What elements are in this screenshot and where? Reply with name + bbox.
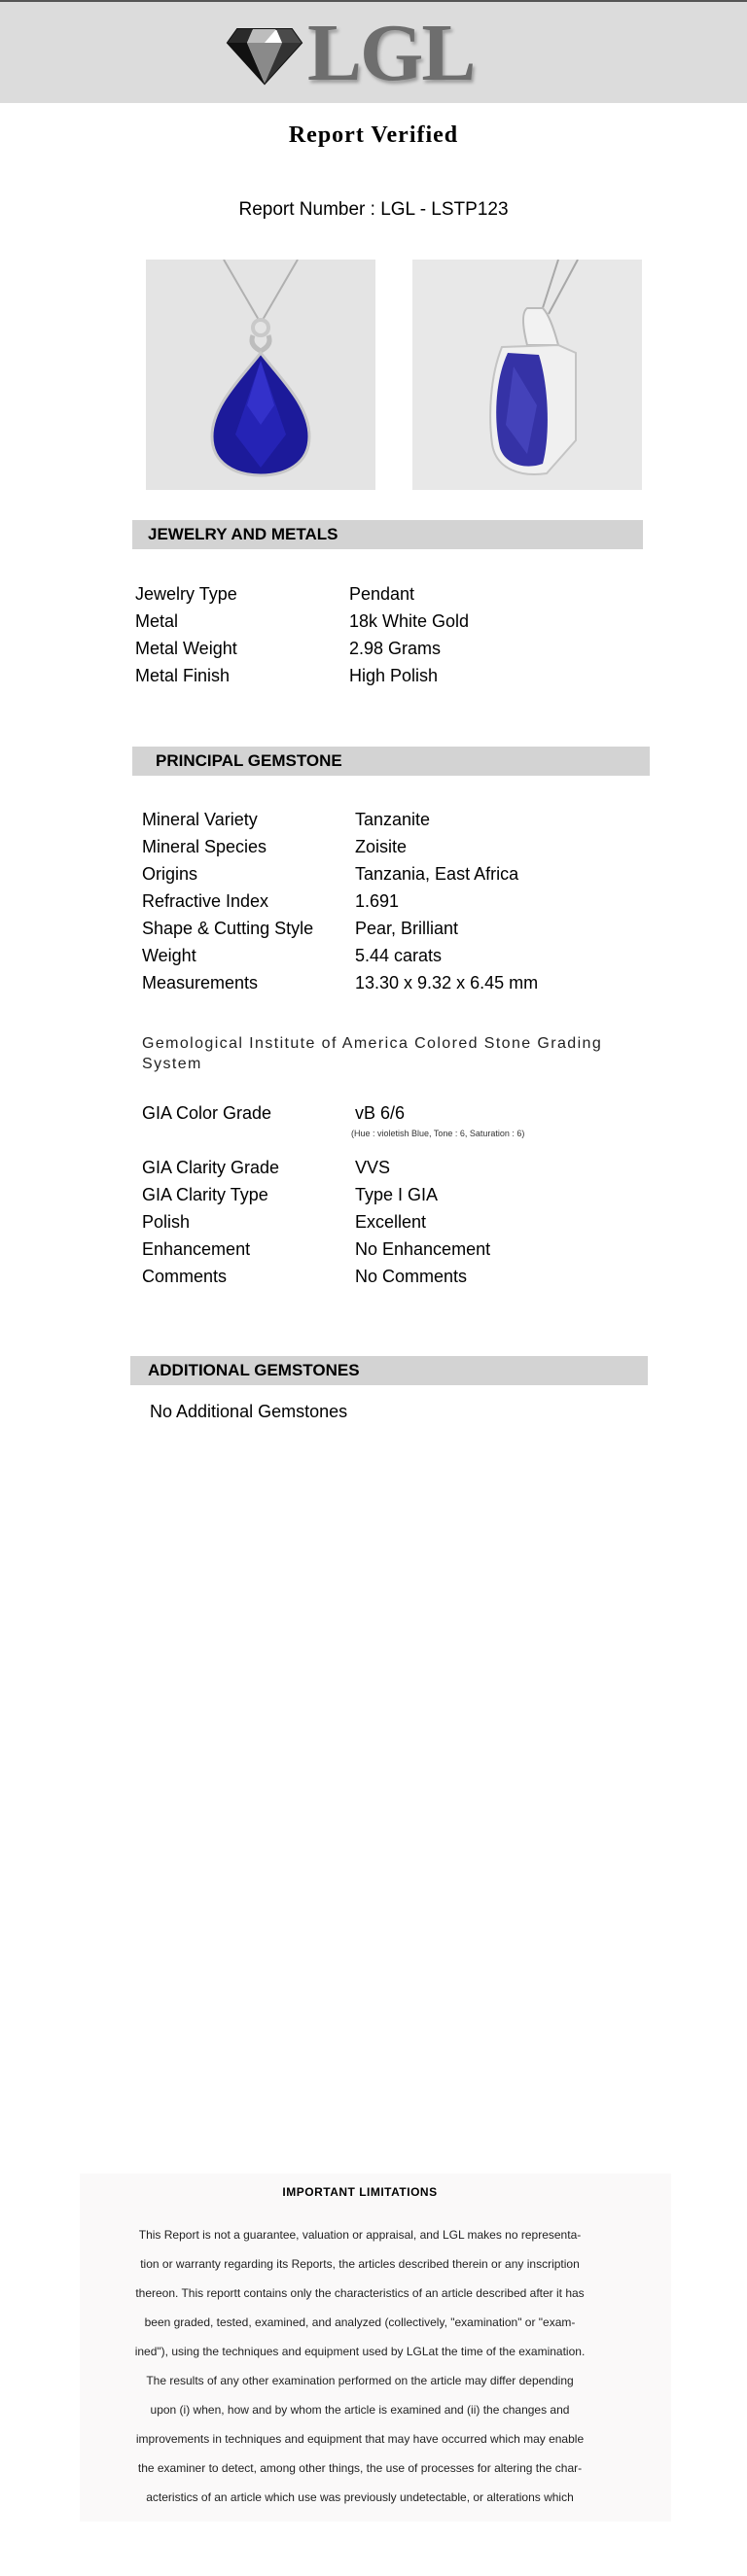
origins-value: Tanzania, East Africa (355, 864, 519, 884)
limitations-line: the examiner to detect, among other things, the use of processes for altering the char- (137, 2461, 583, 2475)
mineral-species-label: Mineral Species (142, 837, 267, 856)
limitations-line: acteristics of an article which use was previously undetectable, or alterations which (146, 2490, 574, 2504)
refractive-index-label: Refractive Index (142, 891, 269, 911)
comments-value: No Comments (355, 1267, 468, 1286)
limitations-text (97, 2220, 622, 2512)
metal-value: 18k White Gold (349, 611, 470, 631)
color-grade-value: vB 6/6 (355, 1103, 406, 1123)
refractive-index-value: 1.691 (355, 891, 400, 911)
limitations-line: improvements in techniques and equipment that may have occurred which may enable (135, 2432, 585, 2446)
diamond-icon (226, 19, 303, 87)
header-banner (0, 0, 747, 103)
section-heading-additional: ADDITIONAL GEMSTONES (130, 1356, 648, 1385)
section-heading-jewelry: JEWELRY AND METALS (132, 520, 643, 549)
grading-system-line-1: Gemological Institute of America Colored Stone Grading (142, 1035, 603, 1052)
mineral-variety-value: Tanzanite (355, 810, 431, 829)
limitations-line: The results of any other examination performed on the article may differ depending (146, 2374, 574, 2387)
enhancement-label: Enhancement (142, 1239, 251, 1259)
jewelry-type-value: Pendant (349, 584, 415, 604)
polish-label: Polish (142, 1212, 191, 1232)
weight-value: 5.44 carats (355, 946, 443, 965)
origins-label: Origins (142, 864, 198, 884)
measurements-label: Measurements (142, 973, 259, 992)
metal-weight-value: 2.98 Grams (349, 639, 442, 658)
mineral-species-value: Zoisite (355, 837, 408, 856)
page-title: Report Verified (288, 122, 459, 148)
shape-cutting-value: Pear, Brilliant (355, 919, 459, 938)
enhancement-value: No Enhancement (355, 1239, 491, 1259)
metal-weight-label: Metal Weight (135, 639, 237, 658)
metal-label: Metal (135, 611, 179, 631)
limitations-line: tion or warranty regarding its Reports, the articles described therein or any inscription (140, 2257, 580, 2271)
limitations-heading: IMPORTANT LIMITATIONS (282, 2185, 438, 2199)
jewelry-type-label: Jewelry Type (135, 584, 237, 604)
limitations-line: ined"), using the techniques and equipment used by LGLat the time of the examination. (134, 2345, 586, 2358)
product-photo-front (146, 260, 375, 490)
clarity-type-label: GIA Clarity Type (142, 1185, 268, 1204)
polish-value: Excellent (355, 1212, 427, 1232)
clarity-type-value: Type I GIA (355, 1185, 439, 1204)
lgl-logo (226, 10, 474, 97)
shape-cutting-label: Shape & Cutting Style (142, 919, 314, 938)
limitations-line: been graded, tested, examined, and analyzed (collectively, "examination" or "exam- (144, 2315, 576, 2329)
clarity-grade-label: GIA Clarity Grade (142, 1158, 280, 1177)
metal-finish-value: High Polish (349, 666, 439, 685)
mineral-variety-label: Mineral Variety (142, 810, 258, 829)
color-grade-label: GIA Color Grade (142, 1103, 272, 1123)
limitations-line: upon (i) when, how and by whom the article is examined and (ii) the changes and (150, 2403, 570, 2417)
section-heading-principal: PRINCIPAL GEMSTONE (132, 747, 650, 776)
measurements-value: 13.30 x 9.32 x 6.45 mm (355, 973, 539, 992)
metal-finish-label: Metal Finish (135, 666, 231, 685)
grading-system-text (142, 1033, 609, 1074)
additional-gemstones-text: No Additional Gemstones (150, 1402, 348, 1421)
logo-text: LGL (307, 8, 475, 98)
limitations-line: This Report is not a guarantee, valuation or appraisal, and LGL makes no representa- (138, 2228, 582, 2242)
color-grade-note: (Hue : violetish Blue, Tone : 6, Saturation : 6) (351, 1129, 525, 1138)
weight-label: Weight (142, 946, 196, 965)
grading-system-line-2: System (142, 1056, 202, 1072)
comments-label: Comments (142, 1267, 228, 1286)
product-photo-side (412, 260, 642, 490)
clarity-grade-value: VVS (355, 1158, 391, 1177)
report-number: Report Number : LGL - LSTP123 (238, 199, 509, 220)
limitations-line: thereon. This reportt contains only the characteristics of an article described after it has (135, 2286, 585, 2300)
